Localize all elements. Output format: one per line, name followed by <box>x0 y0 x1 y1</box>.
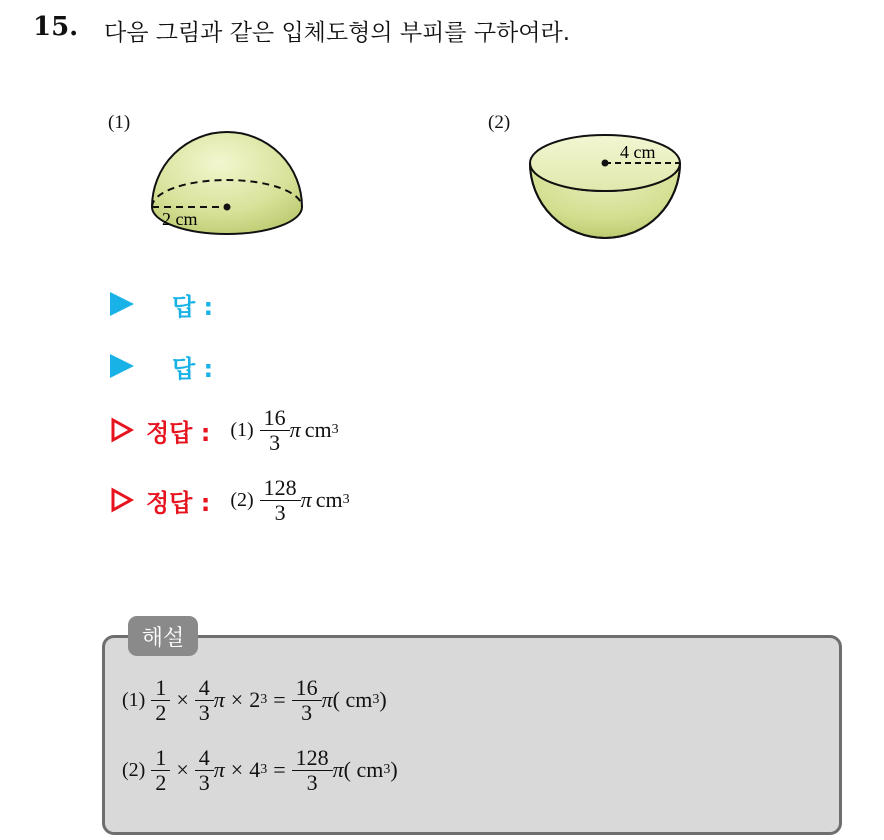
solution-label: 정답 : <box>146 418 211 447</box>
answer-label: 답 : <box>172 292 214 321</box>
play-arrow-icon <box>110 292 134 316</box>
figure-1-hemisphere-dome <box>140 130 315 245</box>
outline-arrow-icon <box>110 417 134 443</box>
answer-label: 답 : <box>172 354 214 383</box>
play-arrow-icon <box>110 354 134 378</box>
solution-fraction: $\frac{128}{3}$ <box>262 476 299 525</box>
answer-blank-2[interactable] <box>110 346 213 386</box>
solution-fraction: $\frac{16}{3}$ <box>262 406 288 455</box>
solution-row-1: 정답 : (1) $\frac{16}{3}$ π cm 3 <box>110 400 339 460</box>
figure-2-hemisphere-bowl <box>520 125 695 245</box>
question-text: 다음 그림과 같은 입체도형의 부피를 구하여라. <box>104 20 571 46</box>
figure-1-label: (1) <box>108 112 131 133</box>
explanation-box <box>102 635 842 835</box>
explanation-tag: 해설 <box>128 616 198 656</box>
figure-1-radius-label: 2 cm <box>162 209 198 229</box>
solution-label: 정답 : <box>146 488 211 517</box>
outline-arrow-icon <box>110 487 134 513</box>
question-number: 15. <box>33 12 79 42</box>
explanation-line-2: (2) $\frac{1}{2}$ × $\frac{4}{3}$ π × 4 3 = $\frac{128}{3}$ π ( cm 3 ) <box>122 744 398 795</box>
figure-2-radius-label: 4 cm <box>620 142 656 162</box>
explanation-line-1: (1) $\frac{1}{2}$ × $\frac{4}{3}$ π × 2 3 = $\frac{16}{3}$ π ( cm 3 ) <box>122 674 387 725</box>
solution-row-2: 정답 : (2) $\frac{128}{3}$ π cm 3 <box>110 470 350 530</box>
solution-index: (2) <box>230 488 254 511</box>
solution-index: (1) <box>230 418 254 441</box>
figure-2-label: (2) <box>488 112 511 133</box>
answer-blank-1[interactable] <box>110 284 213 324</box>
